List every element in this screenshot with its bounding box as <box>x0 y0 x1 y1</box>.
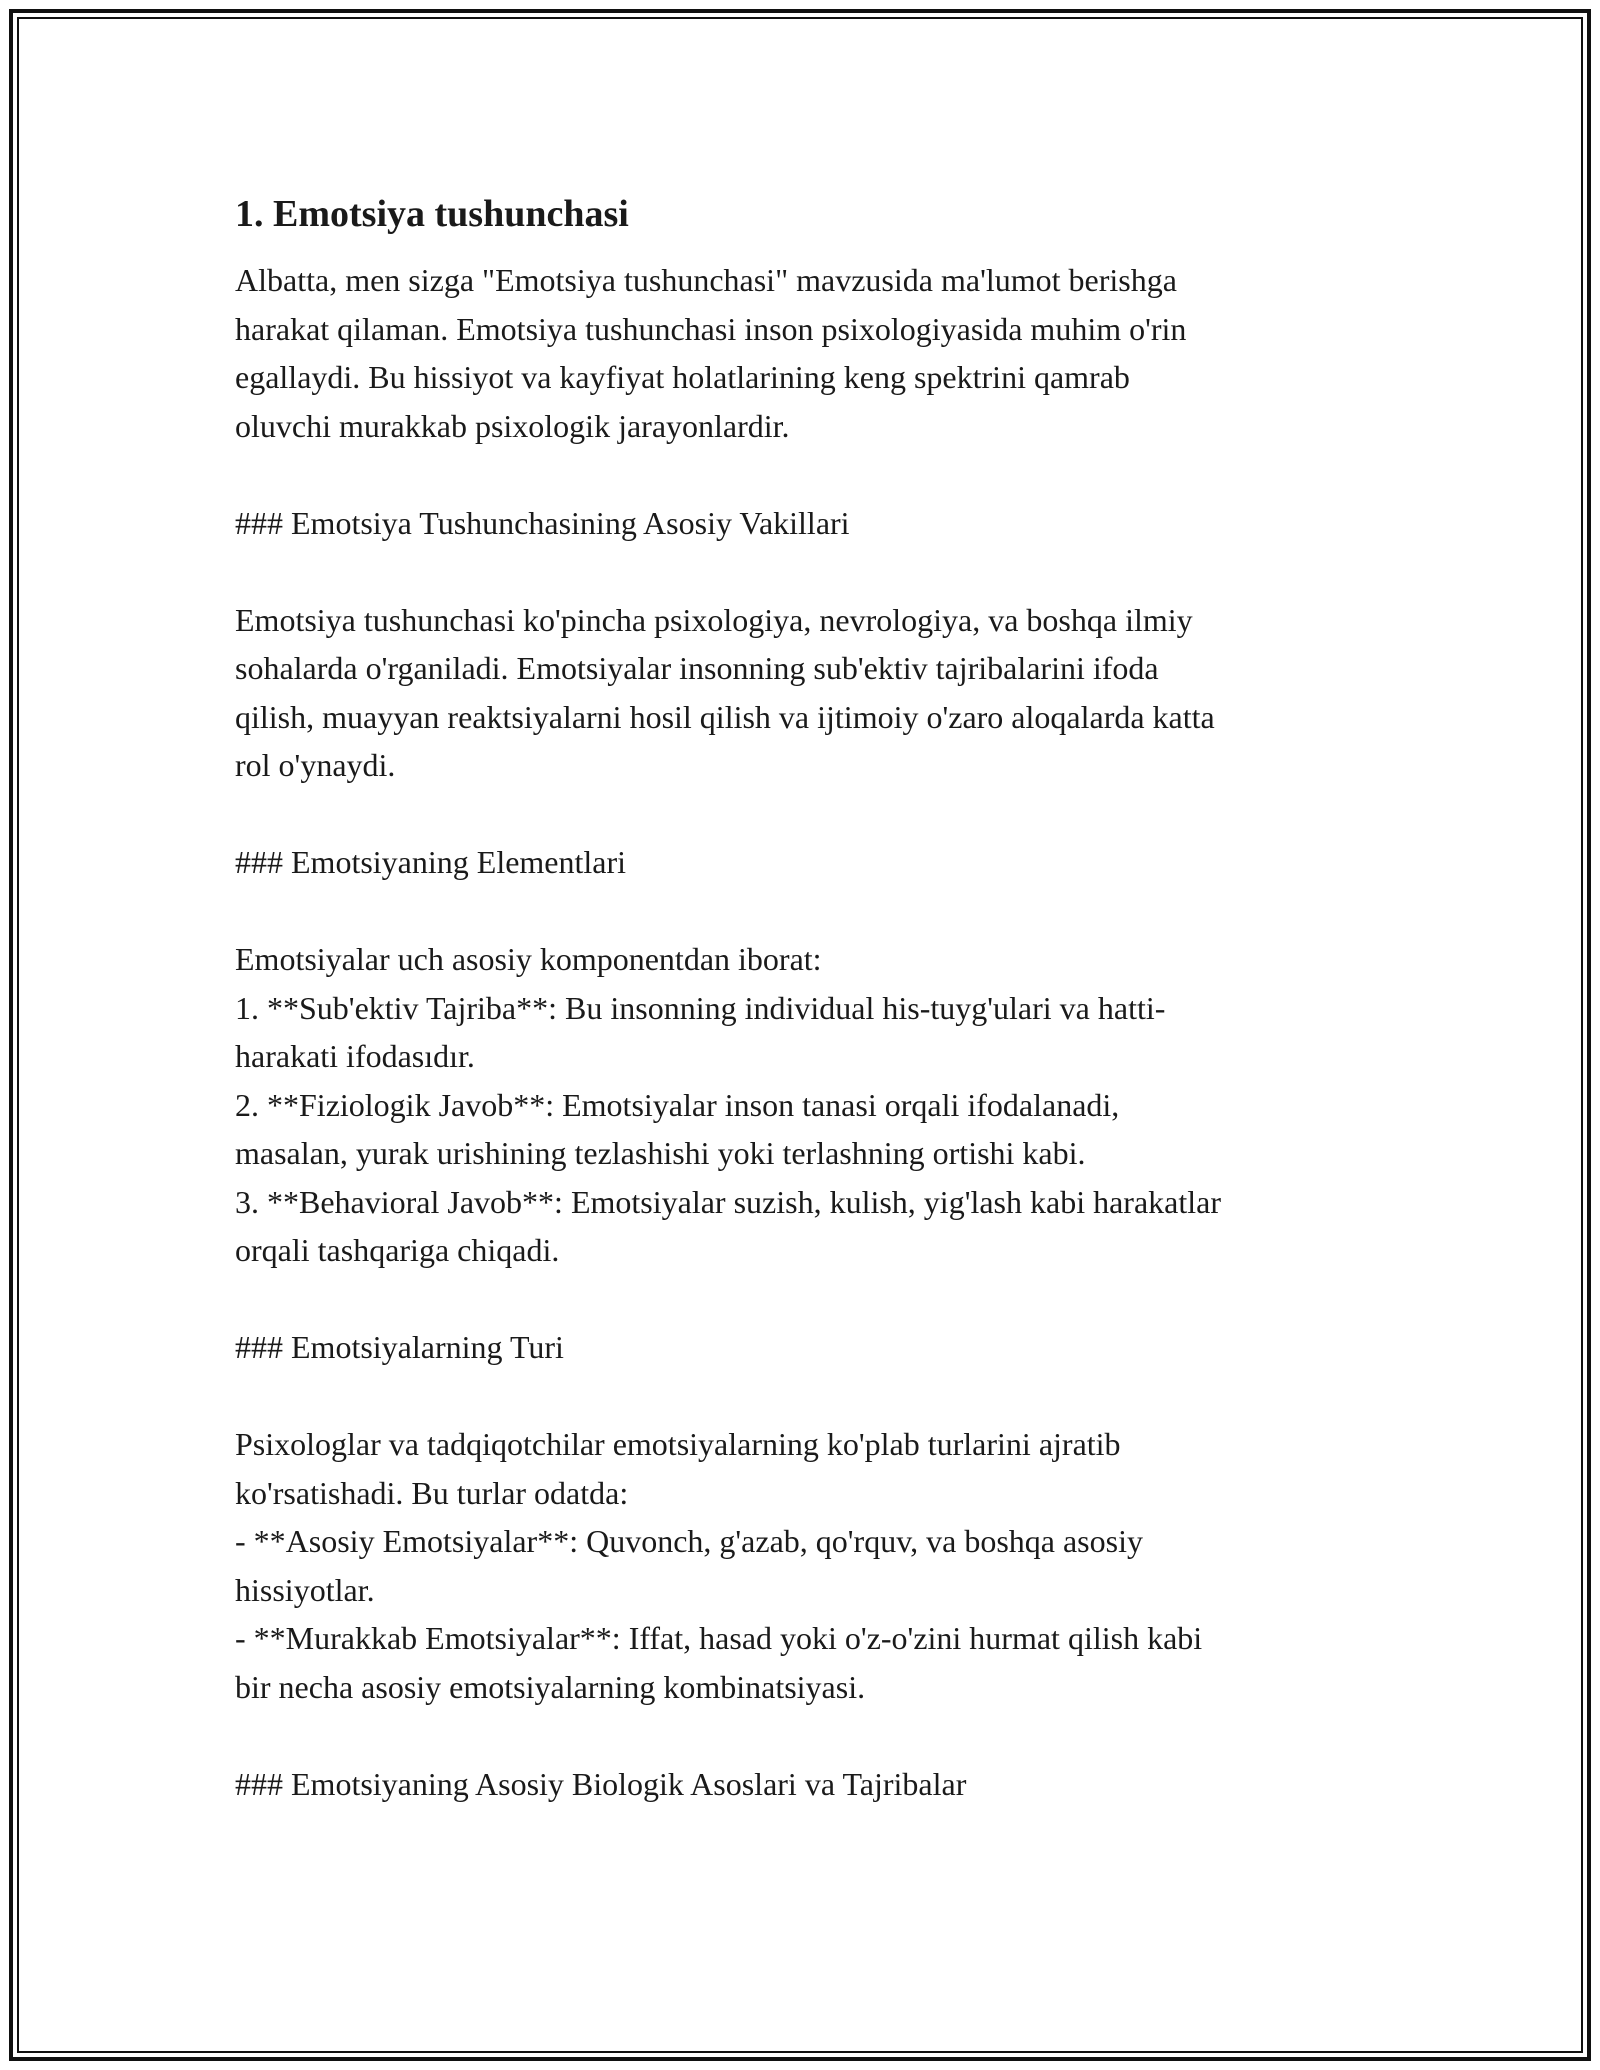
text-line: harakat qilaman. Emotsiya tushunchasi inson psixologiyasida muhim o'rin <box>235 310 1187 347</box>
section-heading <box>235 1323 1415 1372</box>
text-line: masalan, yurak urishining tezlashishi yoki terlashning ortishi kabi. <box>235 1135 1086 1171</box>
text-line: sohalarda o'rganiladi. Emotsiyalar insonning sub'ektiv tajribalarini ifoda <box>235 650 1159 686</box>
text-line: rol o'ynaydi. <box>235 747 396 783</box>
section-heading <box>235 838 1415 887</box>
text-line: orqali tashqariga chiqadi. <box>235 1232 560 1268</box>
text-line: 1. **Sub'ektiv Tajriba**: Bu insonning individual his-tuyg'ulari va hatti- <box>235 989 1166 1026</box>
text-line: ### Emotsiyaning Elementlari <box>235 844 627 880</box>
document-body <box>235 186 1415 1808</box>
text-line: 3. **Behavioral Javob**: Emotsiyalar suzish, kulish, yig'lash kabi harakatlar <box>235 1183 1221 1220</box>
text-line: Emotsiya tushunchasi ko'pincha psixologiya, nevrologiya, va boshqa ilmiy <box>235 601 1193 638</box>
paragraph <box>235 256 1415 450</box>
text-line: harakati ifodasıdır. <box>235 1038 475 1074</box>
text-line: Albatta, men sizga "Emotsiya tushunchasi" mavzusida ma'lumot berishga <box>235 262 1177 298</box>
text-line: - **Asosiy Emotsiyalar**: Quvonch, g'azab, qo'rquv, va boshqa asosiy <box>235 1523 1143 1559</box>
paragraph <box>235 1420 1415 1711</box>
paragraph <box>235 935 1415 1275</box>
paragraph <box>235 596 1415 790</box>
text-line: - **Murakkab Emotsiyalar**: Iffat, hasad yoki o'z-o'zini hurmat qilish kabi <box>235 1620 1203 1656</box>
text-line: qilish, muayyan reaktsiyalarni hosil qilish va ijtimoiy o'zaro aloqalarda katta <box>235 698 1215 735</box>
text-line: ### Emotsiyaning Asosiy Biologik Asoslari va Tajribalar <box>235 1765 967 1802</box>
paragraph-gap <box>235 1711 1415 1760</box>
text-line: ### Emotsiya Tushunchasining Asosiy Vakillari <box>235 504 850 541</box>
paragraph-gap <box>235 1372 1415 1421</box>
text-line: hissiyotlar. <box>235 1571 375 1608</box>
section-heading <box>235 499 1415 548</box>
text-line: ### Emotsiyalarning Turi <box>235 1329 564 1365</box>
text-line: 2. **Fiziologik Javob**: Emotsiyalar inson tanasi orqali ifodalanadi, <box>235 1086 1120 1123</box>
text-line: oluvchi murakkab psixologik jarayonlardir. <box>235 407 790 444</box>
paragraph-gap <box>235 887 1415 936</box>
text-line: egallaydi. Bu hissiyot va kayfiyat holatlarining keng spektrini qamrab <box>235 359 1130 395</box>
text-line: Emotsiyalar uch asosiy komponentdan iborat: <box>235 941 822 977</box>
document-blocks <box>235 256 1415 1808</box>
paragraph-gap <box>235 547 1415 596</box>
paragraph-gap <box>235 1275 1415 1324</box>
section-heading <box>235 1760 1415 1809</box>
document-title: 1. Emotsiya tushunchasi <box>235 193 629 235</box>
text-line: Psixologlar va tadqiqotchilar emotsiyalarning ko'plab turlarini ajratib <box>235 1426 1121 1462</box>
paragraph-gap <box>235 450 1415 499</box>
text-line: ko'rsatishadi. Bu turlar odatda: <box>235 1474 629 1511</box>
paragraph-gap <box>235 790 1415 839</box>
text-line: bir necha asosiy emotsiyalarning kombinatsiyasi. <box>235 1668 866 1705</box>
